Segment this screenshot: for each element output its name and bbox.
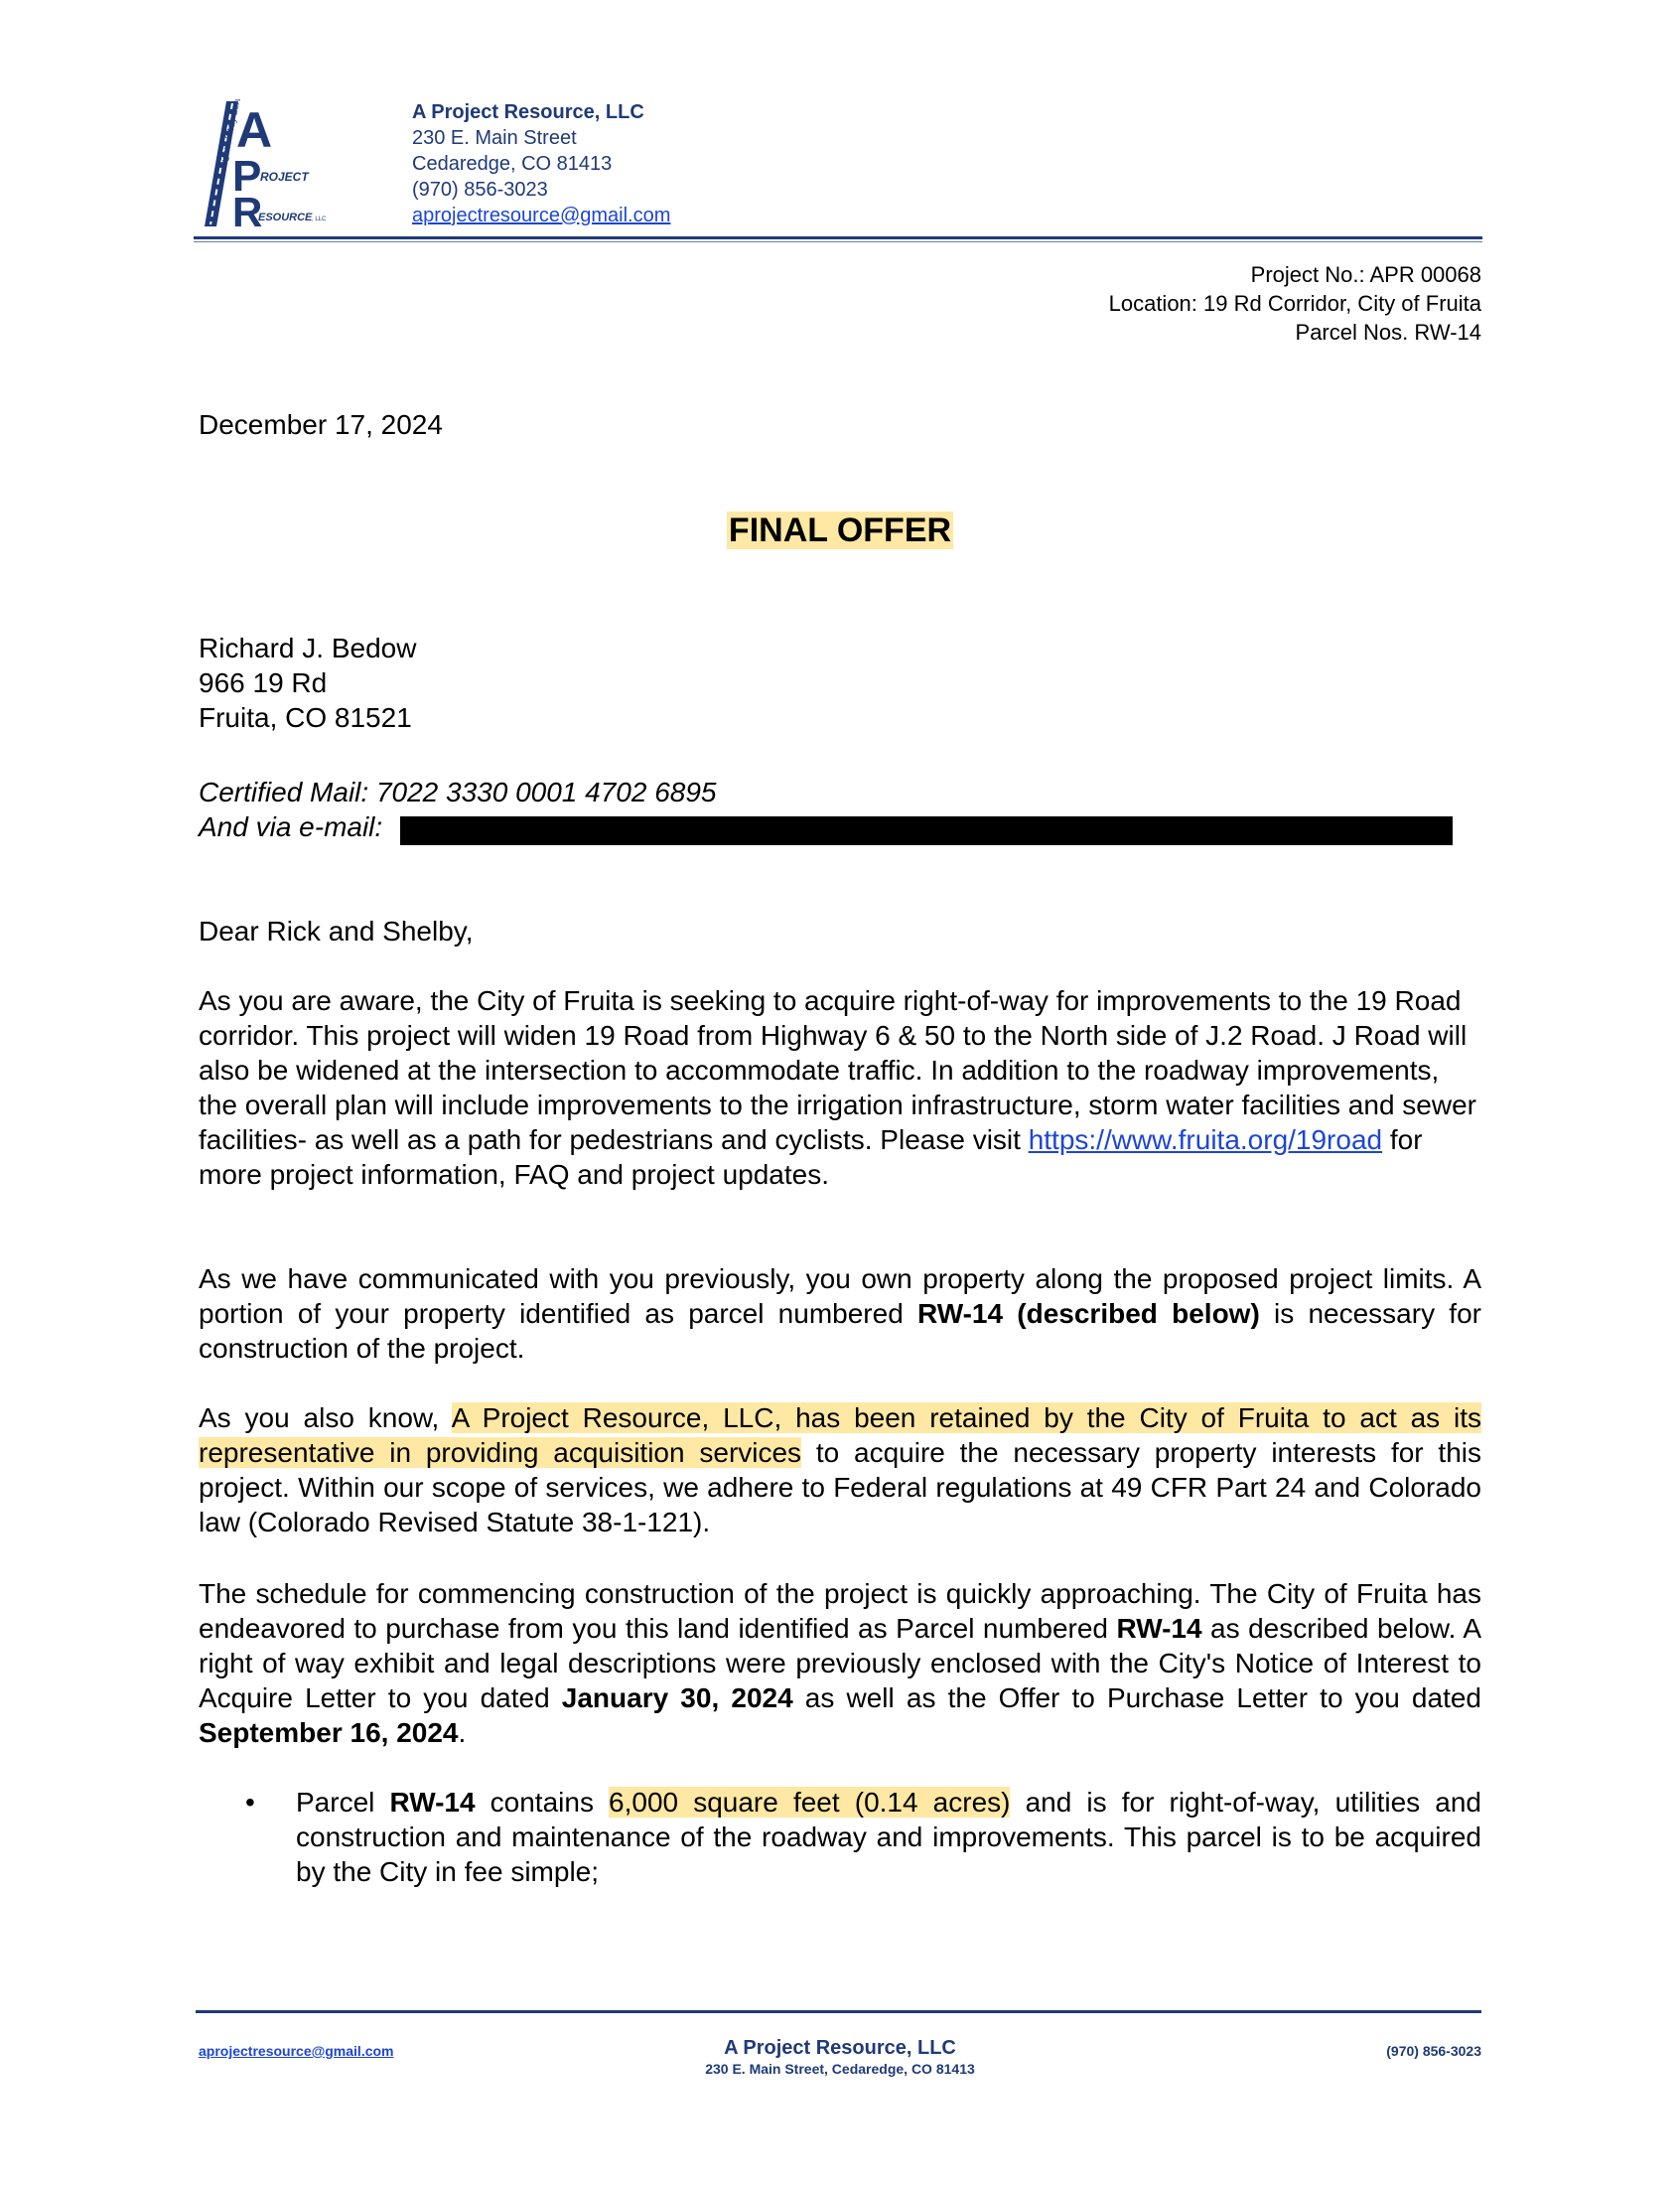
letter-title-text: FINAL OFFER (728, 511, 952, 549)
bullet-text-c: and is for right-of-way, utilities and construction and maintenance of the roadway and improvements. This parcel is to be acquired by the City in fee simple; (296, 1787, 1481, 1887)
company-email-link[interactable]: aprojectresource@gmail.com (412, 205, 671, 226)
p4-text-b: as described below. A right of way exhibit and legal descriptions were previously enclosed with the City's Notice of Interest to Acquire Letter to you dated (199, 1613, 1481, 1713)
header-divider-thin (194, 241, 1482, 242)
company-phone: (970) 856-3023 (412, 179, 548, 201)
logo-tagline: Right-of-Way Services (217, 99, 246, 170)
logo-word-llc: , LLC (312, 217, 327, 222)
project-location: Location: 19 Rd Corridor, City of Fruita (1108, 291, 1481, 316)
certified-mail-number: Certified Mail: 7022 3330 0001 4702 6895 (199, 777, 717, 807)
p2-text-b: is necessary for construction of the project. (199, 1298, 1481, 1364)
p4-offer-date: September 16, 2024 (199, 1717, 459, 1748)
p4-text-a: The schedule for commencing construction of the project is quickly approaching. The City of Fruita has endeavored to purchase from you this land identified as Parcel numbered (199, 1578, 1481, 1644)
logo-letter-r: R (232, 189, 263, 228)
project-website-link[interactable]: https://www.fruita.org/19road (1028, 1124, 1383, 1155)
bullet-text-b: contains (475, 1787, 610, 1818)
p3-text-b: to acquire the necessary property interests for this project. Within our scope of services, we adhere to Federal regulations at 49 CFR Part 24 and Colorado law (Colorado Revised Statute 38-1-121). (199, 1437, 1481, 1537)
logo-letter-a: A (236, 102, 273, 158)
logo-word-esource: ESOURCE (258, 212, 313, 223)
p1-text-a: As you are aware, the City of Fruita is seeking to acquire right-of-way for improvements to the 19 Road corridor. This project will widen 19 Road from Highway 6 & 50 to the North side of J.2 Road. J Road will also be widened at the intersection to accommodate traffic. In addition to the roadway improvements, the overall plan will include improvements to the irrigation infrastructure, storm water facilities and sewer facilities- as well as a path for pedestrians and cyclists. Please visit (199, 985, 1476, 1155)
company-city: Cedaredge, CO 81413 (412, 153, 613, 175)
p2-parcel-bold: RW-14 (described below) (917, 1298, 1260, 1329)
project-info-block (1109, 260, 1481, 347)
paragraph-representative (199, 1400, 1481, 1539)
footer-company-block (592, 2036, 1088, 2078)
footer-address: 230 E. Main Street, Cedaredge, CO 81413 (705, 2061, 975, 2077)
recipient-street: 966 19 Rd (199, 667, 328, 698)
bullet-text-a: Parcel (296, 1787, 390, 1818)
company-contact-block (412, 99, 670, 228)
salutation: Dear Rick and Shelby, (199, 916, 474, 947)
logo-word-roject: ROJECT (260, 170, 309, 184)
project-parcels: Parcel Nos. RW-14 (1295, 320, 1481, 345)
company-logo (199, 99, 367, 228)
p4-text-d: . (458, 1717, 467, 1748)
footer-email-link[interactable]: aprojectresource@gmail.com (199, 2043, 394, 2059)
footer-company-name: A Project Resource, LLC (724, 2037, 956, 2059)
p2-text-a: As we have communicated with you previously, you own property along the proposed project limits. A portion of your property identified as parcel numbered (199, 1263, 1481, 1329)
footer-phone: (970) 856-3023 (1386, 2043, 1481, 2059)
recipient-city: Fruita, CO 81521 (199, 702, 412, 733)
footer-divider (196, 2010, 1481, 2013)
p4-notice-date: January 30, 2024 (561, 1682, 793, 1713)
recipient-address (199, 631, 416, 735)
paragraph-property-portion (199, 1261, 1481, 1366)
bullet-parcel-details (296, 1785, 1481, 1889)
logo-letter-p: P (232, 152, 262, 201)
p1-text-b: for more project information, FAQ and project updates. (199, 1124, 1423, 1190)
recipient-name: Richard J. Bedow (199, 633, 417, 663)
paragraph-schedule (199, 1576, 1481, 1750)
redacted-email-bar (400, 816, 1453, 845)
company-name: A Project Resource, LLC (412, 101, 644, 123)
bullet-parcel-bold: RW-14 (389, 1787, 476, 1818)
p4-parcel-bold: RW-14 (1116, 1613, 1202, 1644)
p3-text-a: As you also know, (199, 1402, 452, 1433)
p3-highlighted-text: A Project Resource, LLC, has been retained by the City of Fruita to act as its representative in providing acquisition services (199, 1402, 1481, 1468)
paragraph-project-overview (199, 983, 1481, 1192)
via-email-label: And via e-mail: (199, 811, 383, 842)
letter-date: December 17, 2024 (199, 409, 443, 440)
company-street: 230 E. Main Street (412, 127, 577, 149)
bullet-area-highlight: 6,000 square feet (0.14 acres) (609, 1787, 1011, 1818)
header-divider (194, 236, 1482, 239)
project-number: Project No.: APR 00068 (1250, 262, 1481, 287)
p4-text-c: as well as the Offer to Purchase Letter to you dated (792, 1682, 1481, 1713)
letter-title (0, 511, 1680, 550)
bullet-icon: • (245, 1787, 255, 1818)
